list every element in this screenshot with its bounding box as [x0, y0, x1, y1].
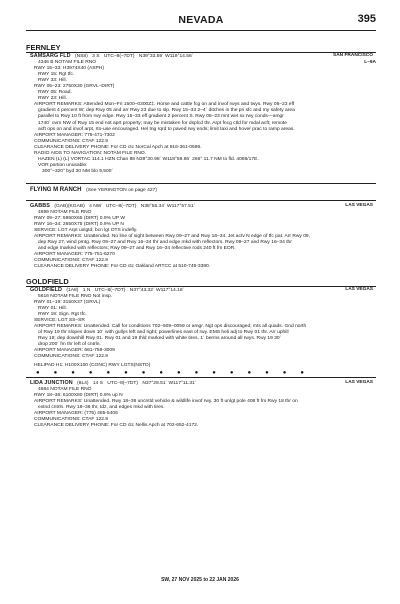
airport-utc: UTC–8(–7DT)	[94, 287, 126, 293]
communications: COMMUNICATIONS: CTAF 122.9	[34, 258, 109, 264]
airport-manager: AIRPORT MANAGER: 775-751-6270	[34, 252, 115, 258]
airport-entry-gabbs	[26, 200, 376, 271]
airport-remarks-line: acft ops on and invof arpt, rto-use encouraged. Hel tng rqrd to paved rwy ends; limit taxi and hover prac to ramp areas.	[38, 126, 295, 132]
airport-coords: N37°43.32´ W117°14.18´	[129, 287, 185, 293]
service-line: SERVICE: LGT SS–SR	[34, 317, 85, 323]
airport-coords: N39°33.59´ W119°14.56´	[138, 54, 194, 59]
airport-coords: N38°55.34´ W117°57.51´	[140, 203, 196, 209]
elevation-line: 4684 NOTAM FILE RNO	[38, 387, 92, 393]
airport-manager: AIRPORT MANAGER: 775-471-7302	[34, 132, 115, 138]
airport-manager: AIRPORT MANAGER: 661-758-3009	[34, 347, 115, 353]
airport-utc: UTC–8(–7DT)	[105, 203, 137, 209]
airport-remarks-line: AIRPORT REMARKS: Unattended. No line of sight between Rwy 09–27 and Rwy 16–34. Jet actv N edge of tfc pat. Arr Rwy 09,	[34, 234, 311, 240]
cross-reference-link[interactable]: (See YERINGTON on page 427)	[86, 187, 157, 193]
helipad-line: HELIPAD H1: H100X100 (CONC) RWY LGTS(NSTD)	[34, 363, 151, 369]
airport-utc: UTC–8(–7DT)	[103, 54, 135, 59]
clearance-delivery: CLEARANCE DELIVERY PHONE: For CD ctc Oakland ARTCC at 510-745-3380.	[34, 264, 211, 270]
vor-note: 300°–320° byd 30 NM blo 9,500´	[42, 168, 114, 174]
communications: COMMUNICATIONS: CTAF 122.9	[34, 417, 109, 423]
runway-end-line: RWY 19: Sign. Rgt tfc.	[38, 311, 87, 317]
page-header	[26, 14, 376, 31]
sectional-chart-name: LAS VEGAS	[345, 286, 373, 292]
airport-distance: 14 S	[92, 381, 103, 387]
sectional-chart-name: SAN FRANCISCO	[333, 53, 373, 58]
airport-distance: 1 N	[82, 287, 91, 293]
effective-dates-footer: SW, 27 NOV 2025 to 22 JAN 2026	[161, 577, 239, 583]
runway-end-line: RWY 33: Hill.	[38, 78, 67, 84]
flying-m-ranch-entry	[26, 183, 376, 194]
airport-name: FLYING M RANCH	[30, 186, 82, 193]
runway-end-line: RWY 01: Hill.	[38, 305, 67, 311]
airport-remarks-line: AIRPORT REMARKS: Attended Mon–Fri 1500–0300Z‡. Horse and cattle fcg on and invof rwys and twys. Rwy 05–23 eff	[34, 102, 295, 108]
radio-aids: RADIO AIDS TO NAVIGATION: NOTAM FILE RNO.	[34, 150, 147, 156]
clearance-delivery: CLEARANCE DELIVERY PHONE: For CD ctc Nellis Apch at 702-652-4172.	[34, 423, 199, 429]
airport-id: (GAB)(KGAB)	[54, 203, 85, 209]
airport-entry-lida-junction	[26, 377, 376, 429]
runway-line: RWY 05–23: 2750X30 (GRVL–DIRT)	[34, 84, 115, 90]
runway-end-line: RWY 23: Hill.	[38, 96, 67, 102]
airport-manager: AIRPORT MANAGER: (775) 485-5406	[34, 411, 118, 417]
airport-remarks-line: AIRPORT REMARKS: Unattended. Call for conditions 702–509–0059 or amgr. Ngt ops discouraged; mts all quads. Gnd north	[34, 323, 307, 329]
airport-header-line	[30, 287, 376, 294]
airport-name: GABBS	[30, 202, 50, 209]
city-heading-goldfield: GOLDFIELD	[26, 277, 376, 287]
airport-distance: 4 NW	[89, 203, 102, 209]
runway-end-line: RWY 15: Rgt tfc.	[38, 72, 75, 78]
airport-remarks-line: Rwy 19; dep downhill Rwy 01. Rwy 01 and 19 thld marked with white tires. 1´ berms around all rwys. Rwy 19 30´	[38, 335, 282, 341]
airport-id: (NS8)	[75, 54, 88, 59]
airport-distance: 3 S	[92, 54, 100, 59]
airport-coords: N37°29.51´ W117°11.31´	[142, 381, 197, 387]
airport-name: LIDA JUNCTION	[30, 380, 73, 387]
clearance-delivery: CLEARANCE DELIVERY PHONE: For CD ctc NorCal Apch at 916-361-0596.	[34, 144, 202, 150]
vor-note: VOR portion unusable:	[38, 162, 88, 168]
communications: COMMUNICATIONS: CTAF 122.9	[34, 354, 109, 360]
airport-remarks-line: AIRPORT REMARKS: Unattended. Rwy 18–36 uncntld vehicle & wildlife invof rwy. 30 ft unlgt pole 408 ft fm Rwy 18 thr on	[34, 399, 298, 405]
service-line: SERVICE: LGT Arpt unlgtd; bcn lgt OTS indefly.	[34, 228, 138, 234]
runway-end-line: RWY 05: Road.	[38, 90, 72, 96]
runway-line: RWY 09–27: 5950X65 (DIRT) 0.9% UP W	[34, 216, 125, 222]
elevation-line: 5616 NOTAM FILE RNO Not insp.	[38, 293, 113, 299]
airport-remarks-line: of Rwy 19 thr slopes down 10´ with gullys left and right; powerlines east of rwy. EMS heli adj to Rwy 01 thr. Arr uphill	[38, 329, 289, 335]
section-divider-dots: ●●●●●●●●●●●●●●●●	[36, 370, 318, 377]
airport-id: (8L4)	[77, 381, 89, 387]
directory-content	[26, 40, 376, 429]
airport-remarks-line: 1740´ ovrn NW of Rwy 15 end not aprt property; may be mistaken for dsplcd thr. Arpt fncg ctld for mdal acft; remote	[38, 120, 287, 126]
runway-line: RWY 01–19: 3150X37 (GRVL)	[34, 299, 101, 305]
city-heading-fernley: FERNLEY	[26, 43, 376, 53]
airport-id: (1A8)	[66, 287, 79, 293]
sectional-chart-name: LAS VEGAS	[345, 380, 373, 386]
airport-remarks-line: gradient 4 percent W; dep Rwy 05 and arr Rwy 23 due to slp. Rwy 15–33 2–4´ ditches in the pri sfc and my safety area	[38, 108, 295, 114]
navaid-hazen: HAZEN (L) (L) VORTAC 114.1 HZN Chan 88 N39°30.98´ W118°59.86´ 266° 11.7 NM to fld. 4086/17E.	[38, 156, 259, 162]
airport-name: GOLDFIELD	[30, 286, 63, 293]
page-number: 395	[357, 13, 376, 25]
state-title: NEVADA	[178, 14, 224, 26]
airport-name: SAMSARG FLD	[30, 53, 71, 59]
airport-entry-goldfield	[26, 287, 376, 378]
airport-utc: UTC–8(–7DT)	[107, 381, 139, 387]
elevation-line: 4699 NOTAM FILE RNO	[38, 210, 92, 216]
runway-line: RWY 18–36: 6100X80 (DIRT) 0.9% up N	[34, 393, 123, 399]
sectional-chart-name: LAS VEGAS	[345, 202, 373, 208]
chart-code: L–9A	[364, 60, 376, 66]
airport-header-line	[30, 380, 376, 387]
runway-line: RWY 15–33: H3974X40 (ASPH)	[34, 66, 104, 72]
airport-remarks-line: drop 200´ fm thr left of cntrln.	[38, 341, 101, 347]
airport-entry-samsarg	[26, 53, 376, 175]
elevation-line: 4346 B NOTAM FILE RNO L–9A	[38, 60, 376, 66]
communications: COMMUNICATIONS: CTAF 122.9	[34, 138, 109, 144]
airport-remarks-line: dep Rwy 27, wind pmtg. Rwy 09–27 and Rwy 16–34 thr and edge mkd with reflectors. Rwy 09–27 and Rwy 16–34 thr	[38, 240, 292, 246]
airport-remarks-line: extnd cntrln. Rwy 18–36 thr, tdz, and edges mkd with tires.	[38, 405, 165, 411]
airport-remarks-line: parallel to Rwy 10 ft from rwy edge. Rwy 15–33 eff gradient 2 percent S. Rwy 05–23 mnt wet sx rwy conds—amgr	[38, 114, 284, 120]
runway-line: RWY 16–34: 2650X75 (DIRT) 0.9% UP N	[34, 222, 124, 228]
airport-header-line	[30, 53, 376, 60]
airport-remarks-line: and edge marked with reflectors; Rwy 09–27 and Rwy 16–34 reflective rods 240 ft fm EOR.	[38, 246, 236, 252]
airport-header-line	[30, 203, 376, 210]
